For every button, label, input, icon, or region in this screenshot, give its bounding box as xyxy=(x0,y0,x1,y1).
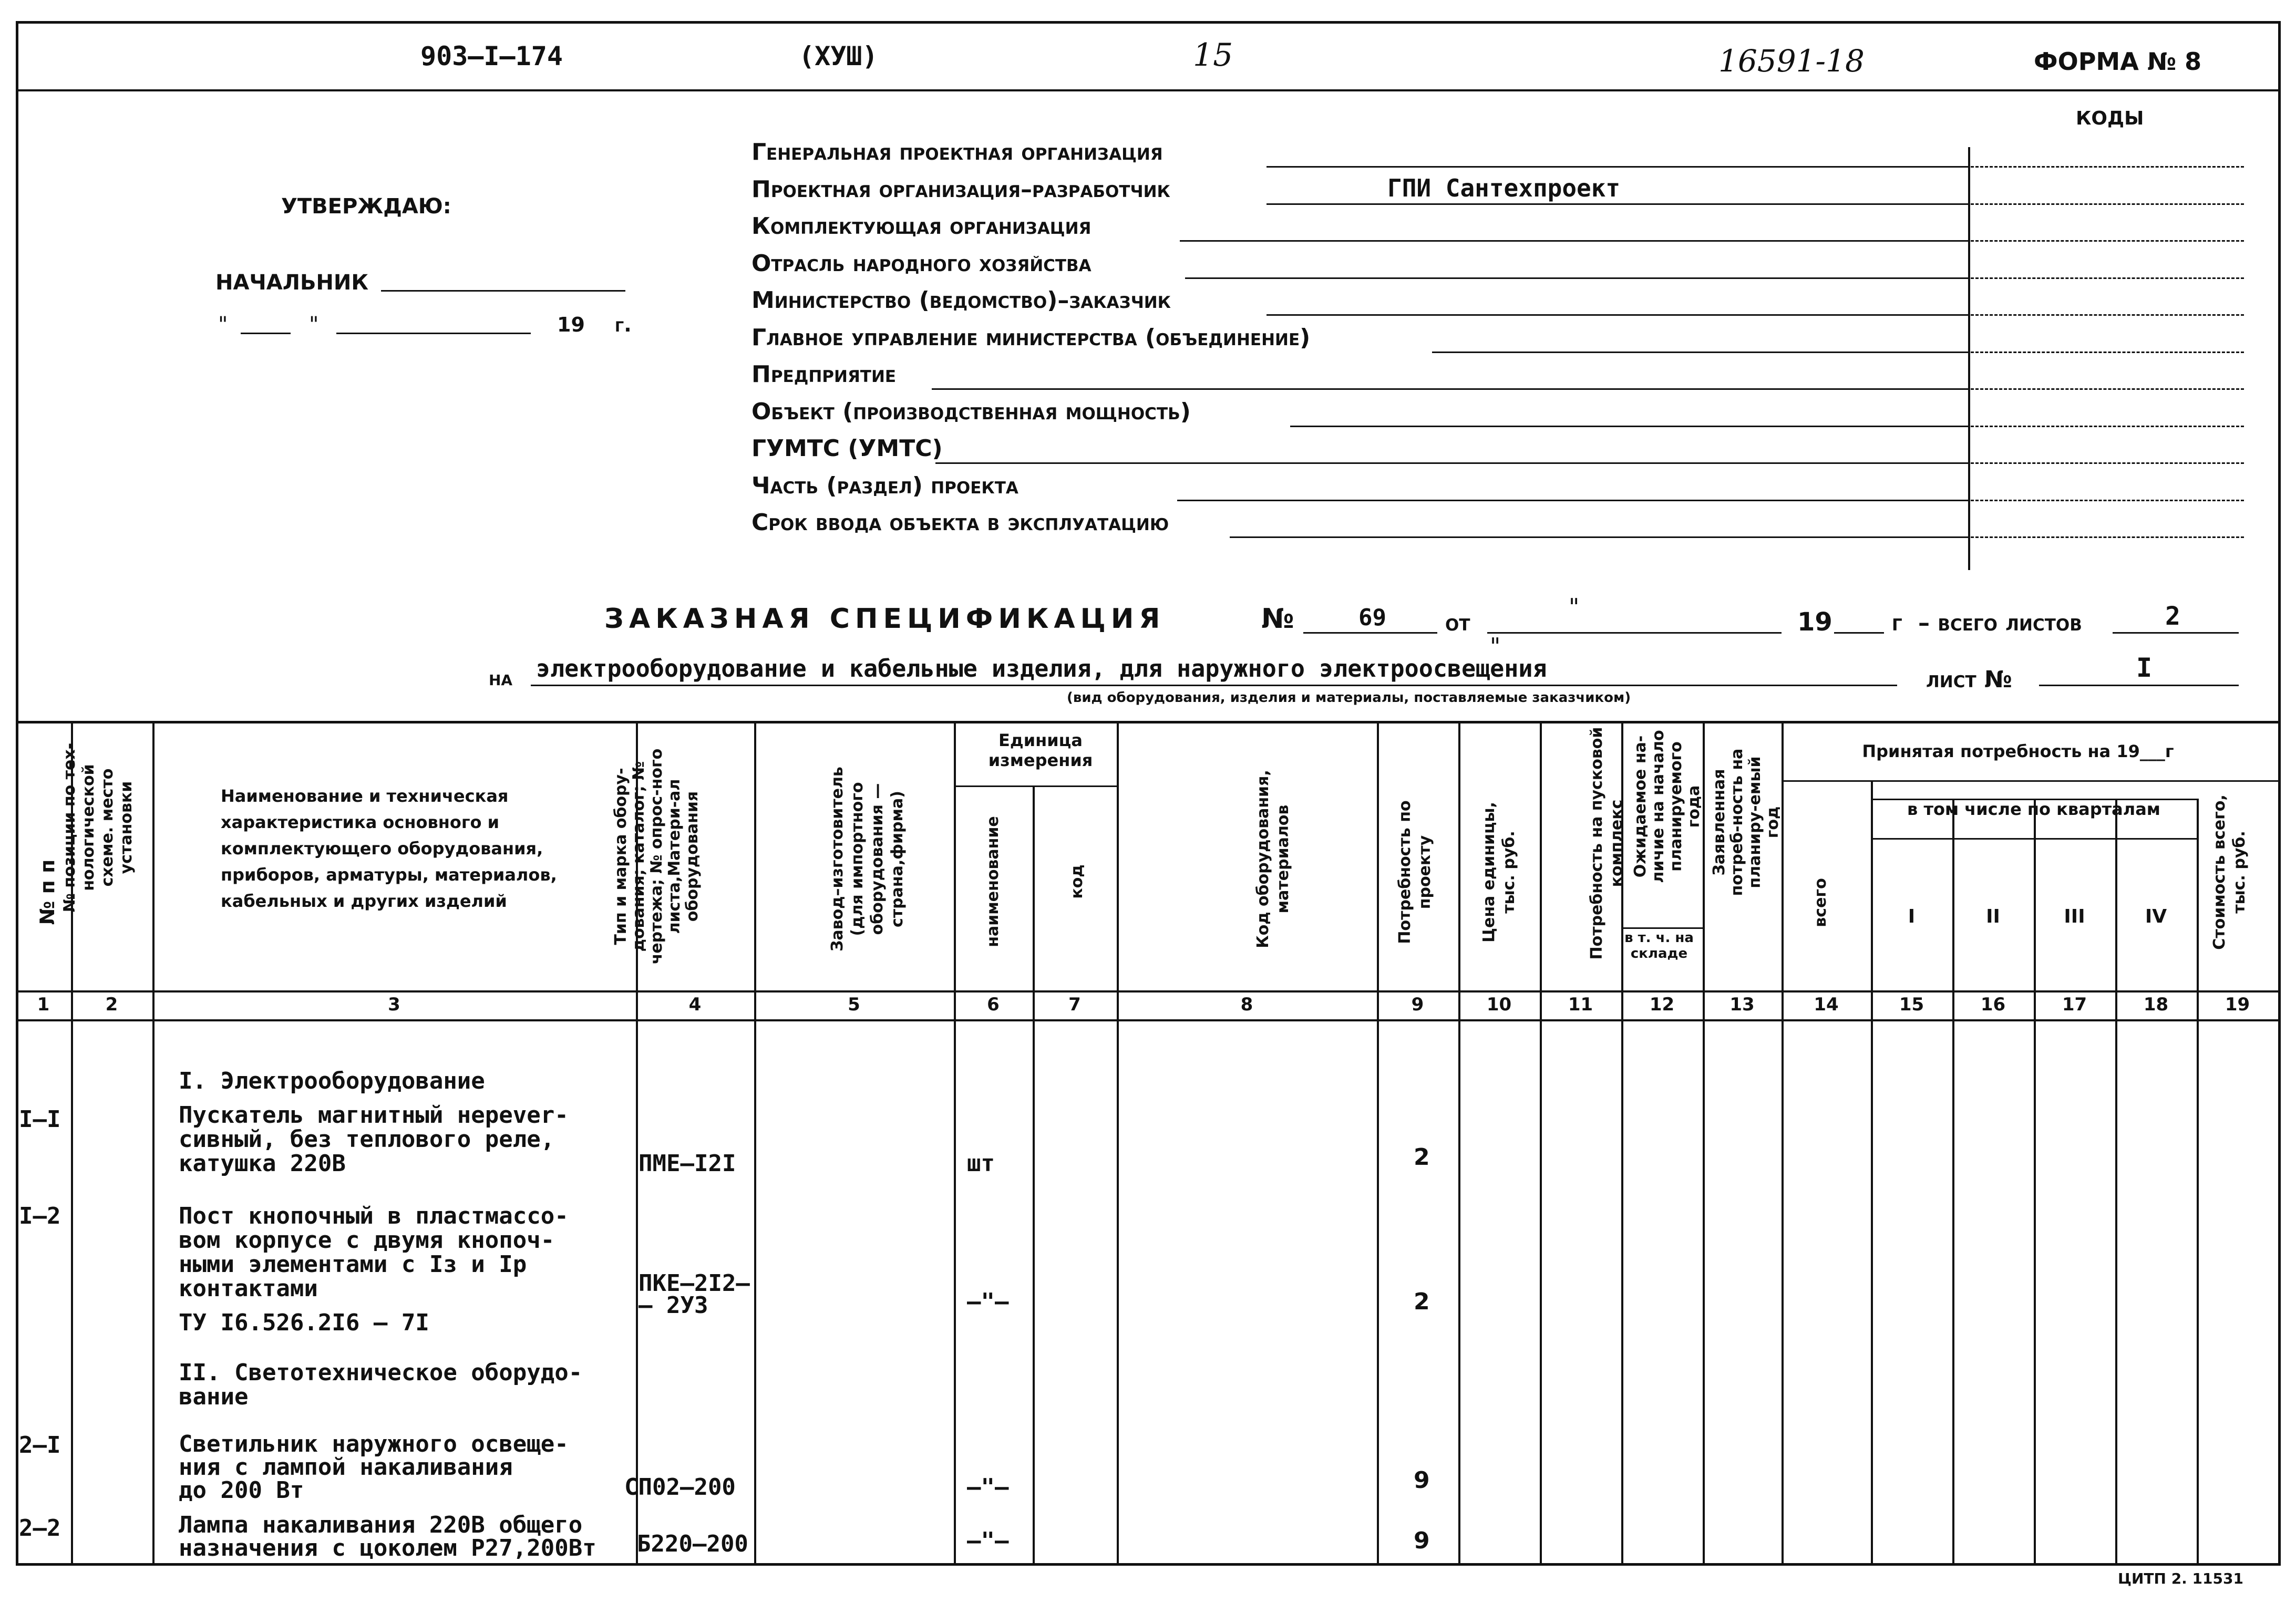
column-number-9: 9 xyxy=(1411,994,1424,1015)
org-label-5: Министерство (ведомство)–заказчик xyxy=(751,287,1171,314)
row-3-position: 2–I xyxy=(19,1432,61,1459)
col-4-header: Тип и марка обору-дования; каталог; № чертежа; № опрос-ного листа,Матери-ал оборудования xyxy=(612,748,702,965)
col-11-header: Потребность на пусковой комплекс xyxy=(1588,727,1626,960)
org-fill-line-2 xyxy=(1267,203,1968,205)
org-code-line-11 xyxy=(1971,536,2244,538)
column-number-12: 12 xyxy=(1649,994,1675,1015)
section-2-title-line-1: II. Светотехническое оборудо- xyxy=(179,1359,583,1386)
spec-sheet-line xyxy=(2039,685,2239,686)
column-number-4: 4 xyxy=(688,994,702,1015)
org-fill-line-10 xyxy=(1177,500,1968,501)
column-number-3: 3 xyxy=(388,994,400,1015)
column-number-13: 13 xyxy=(1729,994,1755,1015)
col-6-header: наименование xyxy=(984,816,1002,947)
org-code-line-4 xyxy=(1971,277,2244,279)
footer-stamp: ЦИТП 2. 11531 xyxy=(2118,1570,2243,1587)
org-label-3: Комплектующая организация xyxy=(751,213,1092,240)
row-4-qty: 9 xyxy=(1414,1529,1430,1554)
spec-for-label: на xyxy=(489,666,513,690)
row-1-name-line-3: катушка 220В xyxy=(179,1150,346,1177)
frame-right xyxy=(2278,21,2281,1566)
col-15-header: I xyxy=(1908,906,1916,927)
col-16-header: II xyxy=(1986,906,2000,927)
column-number-6: 6 xyxy=(987,994,1000,1015)
col-10-header: Цена единицы, тыс. руб. xyxy=(1480,802,1518,943)
table-col-divider-5 xyxy=(954,721,956,1563)
spec-number: 69 xyxy=(1358,604,1386,631)
row-2-type-line-1: ПКЕ–2I2– xyxy=(639,1270,750,1297)
row-2-unit: –"– xyxy=(967,1288,1009,1315)
org-label-9: ГУМТС (УМТС) xyxy=(751,435,943,462)
col-7-header: код xyxy=(1068,864,1086,899)
org-fill-line-4 xyxy=(1185,277,1968,279)
row-1-type: ПМЕ–I2I xyxy=(639,1150,736,1177)
spec-subject-line xyxy=(531,685,1897,686)
row-1-name-line-1: Пускатель магнитный нерever- xyxy=(179,1102,569,1129)
volume-number: (ХУШ) xyxy=(799,41,878,71)
spec-year-suffix: г xyxy=(1892,609,1902,636)
row-1-qty: 2 xyxy=(1414,1144,1430,1171)
frame-top xyxy=(16,21,2281,24)
spec-sheet-label: лист № xyxy=(1926,666,2012,693)
table-col-divider-4 xyxy=(754,721,756,1563)
approve-title: УТВЕРЖДАЮ: xyxy=(281,194,451,219)
frame-left xyxy=(16,21,18,1566)
org-fill-line-9 xyxy=(935,462,1968,464)
column-number-2: 2 xyxy=(105,994,118,1015)
table-col-divider-10 xyxy=(1540,721,1542,1563)
spec-quote-2: " xyxy=(1490,633,1501,660)
org-code-line-8 xyxy=(1971,426,2244,427)
org-fill-line-6 xyxy=(1432,351,1968,353)
org-code-line-9 xyxy=(1971,462,2244,464)
col-5-header: Завод–изготовитель (для импортного оборудования —страна,фирма) xyxy=(828,767,907,952)
org-fill-line-5 xyxy=(1267,314,1968,316)
spec-from-label: от xyxy=(1445,609,1470,636)
column-number-16: 16 xyxy=(1980,994,2006,1015)
column-number-19: 19 xyxy=(2225,994,2250,1015)
unit-group-header: Единица измерения xyxy=(988,730,1093,770)
row-3-type: СП02–200 xyxy=(624,1474,736,1501)
col-17-header: III xyxy=(2064,906,2085,927)
row-2-position: I–2 xyxy=(19,1203,61,1229)
org-label-11: Срок ввода объекта в эксплуатацию xyxy=(751,509,1169,536)
org-fill-line-11 xyxy=(1230,536,1968,538)
col-18-header: IV xyxy=(2145,906,2167,927)
row-4-position: 2–2 xyxy=(19,1515,61,1542)
spec-sheets-label: – всего листов xyxy=(1918,609,2082,636)
org-label-10: Часть (раздел) проекта xyxy=(751,472,1018,499)
table-number-row-bottom xyxy=(16,1019,2281,1021)
chief-label: НАЧАЛЬНИК xyxy=(215,271,369,295)
date-day-line xyxy=(241,333,291,334)
unit-group-line xyxy=(954,785,1117,787)
org-label-8: Объект (производственная мощность) xyxy=(751,398,1191,425)
date-quote-close: " xyxy=(309,313,319,337)
row-2-qty: 2 xyxy=(1414,1288,1430,1315)
row-4-type: Б220–200 xyxy=(637,1532,748,1557)
col-1-header: № п п xyxy=(36,859,59,925)
spec-subject-note: (вид оборудования, изделия и материалы, поставляемые заказчиком) xyxy=(1067,690,1631,706)
table-header-bottom xyxy=(16,990,2281,992)
col-8-header: Код оборудования, материалов xyxy=(1254,770,1292,948)
org-code-line-10 xyxy=(1971,500,2244,501)
org-fill-line-8 xyxy=(1290,426,1968,427)
column-number-1: 1 xyxy=(37,994,50,1015)
col-14-header: всего xyxy=(1811,878,1830,927)
table-col-divider-13 xyxy=(1782,721,1784,1563)
spec-sheets-total: 2 xyxy=(2165,602,2180,631)
row-4-unit: –"– xyxy=(967,1527,1009,1554)
column-number-8: 8 xyxy=(1240,994,1253,1015)
col-12b-header: в т. ч. на складе xyxy=(1624,930,1694,961)
org-code-line-3 xyxy=(1971,240,2244,242)
org-code-line-7 xyxy=(1971,388,2244,390)
row-3-unit: –"– xyxy=(967,1474,1009,1501)
date-year-label: 19 xyxy=(557,313,585,336)
org-fill-line-7 xyxy=(932,388,1968,390)
header-band-divider xyxy=(16,89,2281,91)
row-2-name-line-3: ными элементами с Iз и Iр xyxy=(179,1251,527,1278)
org-fill-line-1 xyxy=(1267,166,1968,168)
row-1-name-line-2: сивный, без теплового реле, xyxy=(179,1126,555,1153)
row-1-unit: шт xyxy=(967,1150,995,1177)
section-1-title: I. Электрооборудование xyxy=(179,1068,485,1094)
table-col-divider-14 xyxy=(1871,780,1873,1563)
column-number-7: 7 xyxy=(1068,994,1081,1015)
column-number-5: 5 xyxy=(848,994,860,1015)
column-number-17: 17 xyxy=(2062,994,2087,1015)
row-3-name-line-1: Светильник наружного освеще- xyxy=(179,1431,569,1457)
spec-title: ЗАКАЗНАЯ СПЕЦИФИКАЦИЯ xyxy=(604,603,1166,635)
codes-label: КОДЫ xyxy=(2076,108,2144,129)
org-code-line-6 xyxy=(1971,351,2244,353)
column-number-14: 14 xyxy=(1814,994,1839,1015)
col-2-header: № позиции по тех-нологической схеме. место установки xyxy=(60,742,136,913)
org-code-line-1 xyxy=(1971,166,2244,168)
spec-subject: электрооборудование и кабельные изделия, для наружного электроосвещения xyxy=(536,655,1547,683)
row-3-name-line-3: до 200 Вт xyxy=(179,1477,304,1504)
table-col-divider-8 xyxy=(1377,721,1379,1563)
col-13-header: Заявленная потреб-ность на планиру-емый год xyxy=(1710,748,1782,896)
table-top-border xyxy=(16,721,2281,723)
row-2-name-line-2: вом корпусе с двумя кнопоч- xyxy=(179,1227,555,1254)
col-9-header: Потребность по проекту xyxy=(1396,800,1434,944)
form-label: ФОРМА № 8 xyxy=(2034,47,2202,76)
spec-sheets-line xyxy=(2113,632,2239,634)
column-number-18: 18 xyxy=(2143,994,2169,1015)
table-col-divider-12 xyxy=(1703,721,1705,1563)
table-col-divider-18 xyxy=(2197,799,2199,1563)
column-number-15: 15 xyxy=(1899,994,1924,1015)
spec-quote-1: " xyxy=(1569,594,1580,621)
col-12-header: Ожидаемое на-личие на начало планируемого года xyxy=(1631,730,1703,883)
spec-year-label: 19 xyxy=(1797,607,1832,637)
table-col-divider-2 xyxy=(152,721,155,1563)
org-label-6: Главное управление министерства (объединение) xyxy=(751,324,1311,351)
row-1-position: I–I xyxy=(19,1106,61,1133)
section-2-title-line-2: вание xyxy=(179,1383,249,1410)
doc-number: 903–I–174 xyxy=(420,41,563,71)
table-col-divider-7 xyxy=(1117,721,1119,1563)
col-3-header: Наименование и техническая характеристика основного и комплектующего оборудования, приборов, арматуры, материалов, кабельных и других изделий xyxy=(221,786,557,911)
spec-sheet-number: I xyxy=(2136,653,2153,683)
column-number-10: 10 xyxy=(1486,994,1512,1015)
org-code-line-2 xyxy=(1971,203,2244,205)
row-4-name-line-2: назначения с цоколем Р27,200Вт xyxy=(179,1536,596,1559)
row-3-name-line-2: ния с лампой накаливания xyxy=(179,1454,513,1481)
spec-number-label: № xyxy=(1261,603,1294,635)
spec-date-line xyxy=(1487,632,1782,634)
quarters-line-2 xyxy=(1871,838,2197,840)
org-label-2: Проектная организация–разработчик xyxy=(751,175,1170,203)
column-number-11: 11 xyxy=(1568,994,1593,1015)
frame-bottom xyxy=(16,1563,2281,1566)
row-2-type-line-2: – 2УЗ xyxy=(639,1292,708,1319)
org-fill-line-3 xyxy=(1180,240,1968,242)
date-quote-open: " xyxy=(218,313,228,337)
row-2-name-line-1: Пост кнопочный в пластмассо- xyxy=(179,1203,569,1229)
org-label-1: Генеральная проектная организация xyxy=(751,139,1163,166)
org-code-line-5 xyxy=(1971,314,2244,316)
org-value-2: ГПИ Сантехпроект xyxy=(1387,173,1621,202)
quarters-header: в том числе по кварталам xyxy=(1907,799,2160,819)
codes-column-divider xyxy=(1968,147,1970,570)
row-2-name-line-4: контактами xyxy=(179,1275,318,1302)
accepted-group-line xyxy=(1782,780,2278,782)
chief-signature-line xyxy=(381,290,625,292)
row-2-name-line-5: ТУ I6.526.2I6 – 7I xyxy=(179,1309,429,1336)
row-4-name-line-1: Лампа накаливания 220В общего xyxy=(179,1512,583,1538)
spec-number-line xyxy=(1303,632,1437,634)
inventory-number: 16591-18 xyxy=(1718,43,1865,79)
row-3-qty: 9 xyxy=(1414,1467,1430,1494)
accepted-header: Принятая потребность на 19___г xyxy=(1862,741,2174,761)
spec-year-line xyxy=(1834,632,1884,634)
date-year-suffix: г. xyxy=(615,313,632,336)
date-month-line xyxy=(336,333,531,334)
org-label-7: Предприятие xyxy=(751,361,897,388)
page-number: 15 xyxy=(1193,37,1233,74)
col-19-header: Стоимость всего, тыс. руб. xyxy=(2210,794,2249,950)
org-label-4: Отрасль народного хозяйства xyxy=(751,250,1092,277)
table-col-divider-9 xyxy=(1458,721,1460,1563)
table-col-divider-6 xyxy=(1033,785,1035,1563)
